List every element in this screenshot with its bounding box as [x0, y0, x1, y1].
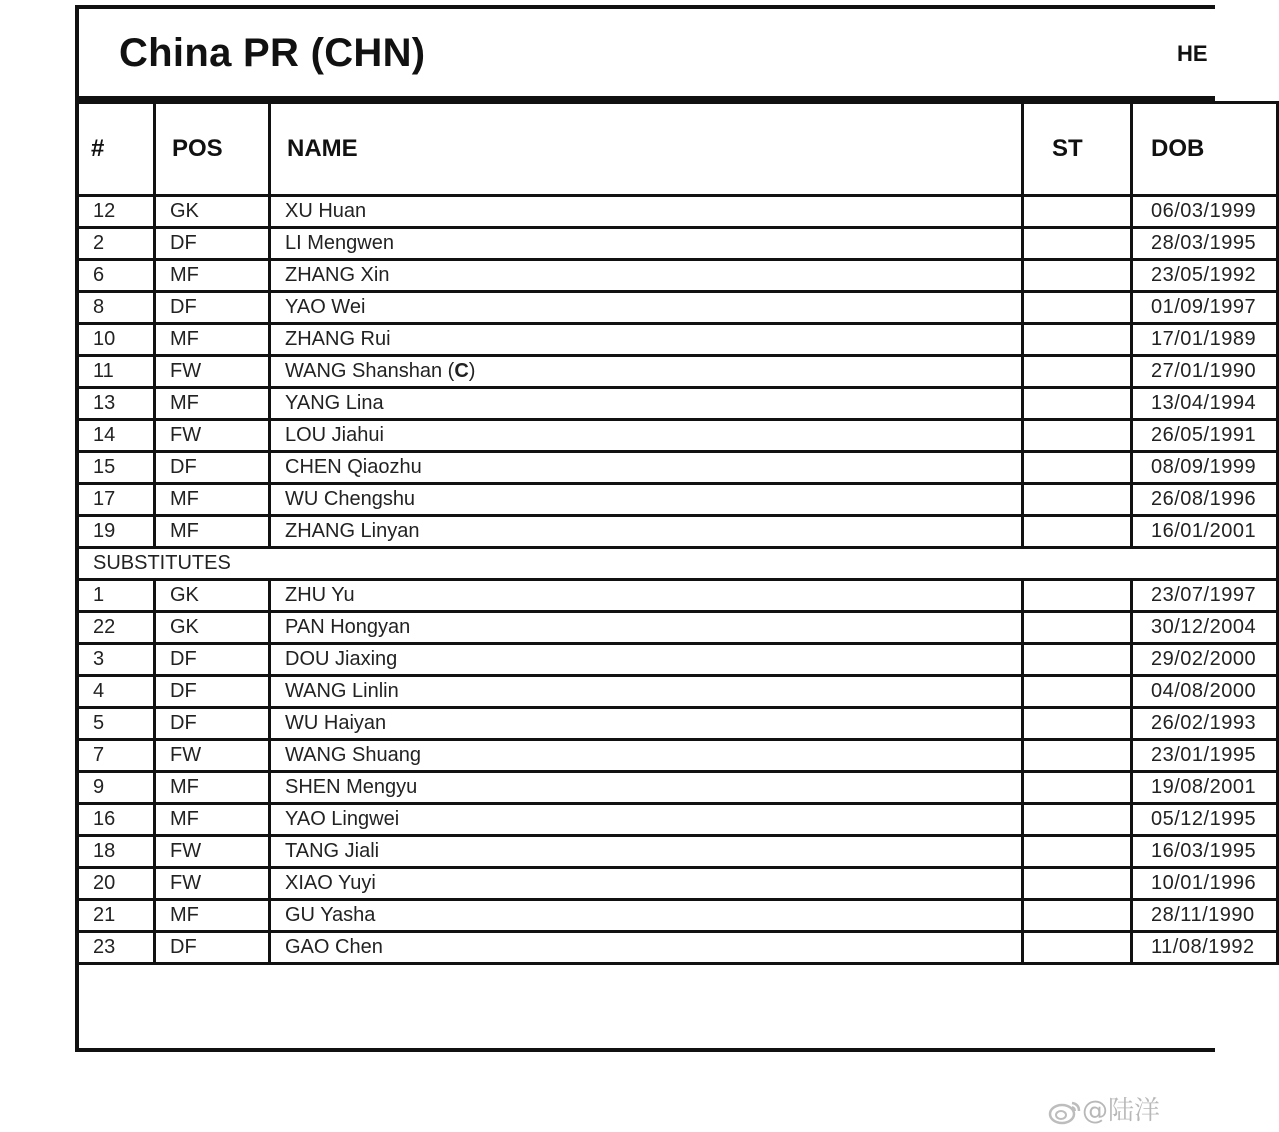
player-st	[1023, 580, 1132, 612]
player-number: 19	[79, 516, 155, 548]
player-row	[79, 804, 1278, 836]
player-row	[79, 772, 1278, 804]
captain-marker: C	[454, 360, 469, 382]
player-name	[270, 196, 1023, 228]
player-dob: 23/07/1997	[1132, 580, 1278, 612]
player-position: MF	[155, 772, 270, 804]
player-number: 10	[79, 324, 155, 356]
player-row	[79, 676, 1278, 708]
player-row	[79, 388, 1278, 420]
player-row	[79, 740, 1278, 772]
column-header-dob: DOB	[1132, 103, 1278, 196]
player-position: FW	[155, 868, 270, 900]
player-position: MF	[155, 388, 270, 420]
player-st	[1023, 676, 1132, 708]
player-dob: 26/05/1991	[1132, 420, 1278, 452]
roster-table	[79, 101, 1279, 965]
player-position: DF	[155, 676, 270, 708]
substitutes-body	[79, 580, 1278, 964]
weibo-icon	[1048, 1099, 1082, 1125]
player-row	[79, 452, 1278, 484]
substitutes-heading: SUBSTITUTES	[79, 548, 1278, 580]
player-position: DF	[155, 932, 270, 964]
player-number: 16	[79, 804, 155, 836]
player-number: 11	[79, 356, 155, 388]
player-name-text: LI Mengwen	[285, 232, 394, 254]
player-dob: 19/08/2001	[1132, 772, 1278, 804]
player-st	[1023, 644, 1132, 676]
player-row	[79, 228, 1278, 260]
player-name	[270, 580, 1023, 612]
player-name-text: SHEN Mengyu	[285, 776, 418, 798]
player-name	[270, 612, 1023, 644]
player-position: DF	[155, 228, 270, 260]
player-position: GK	[155, 196, 270, 228]
player-name-text: CHEN Qiaozhu	[285, 456, 422, 478]
player-name	[270, 420, 1023, 452]
player-st	[1023, 740, 1132, 772]
player-number: 18	[79, 836, 155, 868]
player-name-text: XU Huan	[285, 200, 367, 222]
player-name-text: YANG Lina	[285, 392, 384, 414]
player-dob: 29/02/2000	[1132, 644, 1278, 676]
player-dob: 13/04/1994	[1132, 388, 1278, 420]
player-st	[1023, 420, 1132, 452]
player-position: FW	[155, 836, 270, 868]
player-name-text: YAO Lingwei	[285, 808, 400, 830]
player-name-text: ZHANG Xin	[285, 264, 390, 286]
player-dob: 04/08/2000	[1132, 676, 1278, 708]
player-row	[79, 292, 1278, 324]
player-name	[270, 356, 1023, 388]
player-number: 1	[79, 580, 155, 612]
head-coach-label: HE	[1177, 41, 1208, 66]
player-name	[270, 804, 1023, 836]
player-name	[270, 452, 1023, 484]
player-number: 12	[79, 196, 155, 228]
player-name-text: WANG Shanshan (	[285, 360, 455, 382]
column-header-st: ST	[1023, 103, 1132, 196]
player-position: FW	[155, 356, 270, 388]
player-name	[270, 932, 1023, 964]
player-row	[79, 612, 1278, 644]
player-name-text: ZHANG Rui	[285, 328, 391, 350]
player-name	[270, 228, 1023, 260]
player-st	[1023, 260, 1132, 292]
player-row	[79, 484, 1278, 516]
player-dob: 08/09/1999	[1132, 452, 1278, 484]
player-position: MF	[155, 516, 270, 548]
watermark-text: @陆洋	[1082, 1096, 1161, 1126]
player-row	[79, 932, 1278, 964]
captain-close-paren: )	[468, 360, 476, 382]
player-st	[1023, 932, 1132, 964]
player-st	[1023, 388, 1132, 420]
player-st	[1023, 516, 1132, 548]
player-st	[1023, 228, 1132, 260]
column-header-name: NAME	[270, 103, 1023, 196]
player-name	[270, 292, 1023, 324]
player-row	[79, 836, 1278, 868]
player-number: 17	[79, 484, 155, 516]
player-number: 21	[79, 900, 155, 932]
player-name-text: WU Chengshu	[285, 488, 416, 510]
player-dob: 11/08/1992	[1132, 932, 1278, 964]
player-name	[270, 868, 1023, 900]
player-number: 13	[79, 388, 155, 420]
player-st	[1023, 836, 1132, 868]
player-number: 2	[79, 228, 155, 260]
player-row	[79, 420, 1278, 452]
player-st	[1023, 900, 1132, 932]
player-number: 23	[79, 932, 155, 964]
player-row	[79, 324, 1278, 356]
player-dob: 06/03/1999	[1132, 196, 1278, 228]
player-name-text: LOU Jiahui	[285, 424, 384, 446]
player-name-text: TANG Jiali	[285, 840, 380, 862]
player-name	[270, 772, 1023, 804]
column-header-position: POS	[155, 103, 270, 196]
substitutes-section	[79, 548, 1278, 580]
player-name	[270, 740, 1023, 772]
player-row	[79, 260, 1278, 292]
player-dob: 28/11/1990	[1132, 900, 1278, 932]
player-dob: 27/01/1990	[1132, 356, 1278, 388]
team-title: China PR (CHN)	[119, 31, 426, 75]
player-st	[1023, 324, 1132, 356]
player-row	[79, 868, 1278, 900]
player-name	[270, 676, 1023, 708]
player-name	[270, 644, 1023, 676]
player-name-text: WU Haiyan	[285, 712, 387, 734]
player-dob: 26/08/1996	[1132, 484, 1278, 516]
player-name-text: YAO Wei	[285, 296, 366, 318]
player-name-text: WANG Shuang	[285, 744, 421, 766]
player-position: GK	[155, 580, 270, 612]
player-number: 8	[79, 292, 155, 324]
player-dob: 10/01/1996	[1132, 868, 1278, 900]
player-position: DF	[155, 644, 270, 676]
column-header-number: #	[79, 103, 155, 196]
player-row	[79, 356, 1278, 388]
player-number: 14	[79, 420, 155, 452]
player-row	[79, 196, 1278, 228]
player-number: 7	[79, 740, 155, 772]
player-position: MF	[155, 804, 270, 836]
player-name-text: XIAO Yuyi	[285, 872, 376, 894]
player-st	[1023, 196, 1132, 228]
player-position: MF	[155, 260, 270, 292]
player-row	[79, 708, 1278, 740]
player-number: 3	[79, 644, 155, 676]
starters-body	[79, 196, 1278, 548]
player-st	[1023, 484, 1132, 516]
player-st	[1023, 804, 1132, 836]
player-position: FW	[155, 740, 270, 772]
player-dob: 16/03/1995	[1132, 836, 1278, 868]
player-row	[79, 900, 1278, 932]
player-dob: 23/01/1995	[1132, 740, 1278, 772]
substitutes-heading-row	[79, 548, 1278, 580]
player-name	[270, 708, 1023, 740]
player-name-text: GAO Chen	[285, 936, 383, 958]
player-st	[1023, 868, 1132, 900]
player-st	[1023, 292, 1132, 324]
player-position: GK	[155, 612, 270, 644]
player-name-text: ZHU Yu	[285, 584, 355, 606]
player-number: 5	[79, 708, 155, 740]
player-number: 9	[79, 772, 155, 804]
watermark	[1048, 1090, 1160, 1127]
player-dob: 23/05/1992	[1132, 260, 1278, 292]
player-name	[270, 900, 1023, 932]
player-position: DF	[155, 292, 270, 324]
player-name-text: WANG Linlin	[285, 680, 399, 702]
player-position: MF	[155, 324, 270, 356]
player-number: 15	[79, 452, 155, 484]
player-position: FW	[155, 420, 270, 452]
player-row	[79, 580, 1278, 612]
player-name	[270, 484, 1023, 516]
player-dob: 17/01/1989	[1132, 324, 1278, 356]
player-dob: 30/12/2004	[1132, 612, 1278, 644]
roster-header-row	[79, 103, 1278, 196]
player-row	[79, 516, 1278, 548]
player-name-text: ZHANG Linyan	[285, 520, 420, 542]
player-name	[270, 836, 1023, 868]
lineup-sheet	[75, 5, 1257, 1052]
player-name	[270, 516, 1023, 548]
player-number: 6	[79, 260, 155, 292]
player-dob: 26/02/1993	[1132, 708, 1278, 740]
player-name-text: GU Yasha	[285, 904, 376, 926]
player-row	[79, 644, 1278, 676]
player-name-text: DOU Jiaxing	[285, 648, 398, 670]
player-st	[1023, 356, 1132, 388]
player-number: 20	[79, 868, 155, 900]
team-header	[79, 9, 1215, 101]
player-name	[270, 260, 1023, 292]
player-dob: 01/09/1997	[1132, 292, 1278, 324]
player-name	[270, 388, 1023, 420]
player-position: DF	[155, 452, 270, 484]
player-st	[1023, 612, 1132, 644]
player-position: MF	[155, 900, 270, 932]
player-st	[1023, 452, 1132, 484]
player-position: MF	[155, 484, 270, 516]
player-dob: 16/01/2001	[1132, 516, 1278, 548]
player-dob: 05/12/1995	[1132, 804, 1278, 836]
player-st	[1023, 772, 1132, 804]
player-number: 22	[79, 612, 155, 644]
player-dob: 28/03/1995	[1132, 228, 1278, 260]
player-name	[270, 324, 1023, 356]
player-number: 4	[79, 676, 155, 708]
player-name-text: PAN Hongyan	[285, 616, 411, 638]
player-position: DF	[155, 708, 270, 740]
player-st	[1023, 708, 1132, 740]
